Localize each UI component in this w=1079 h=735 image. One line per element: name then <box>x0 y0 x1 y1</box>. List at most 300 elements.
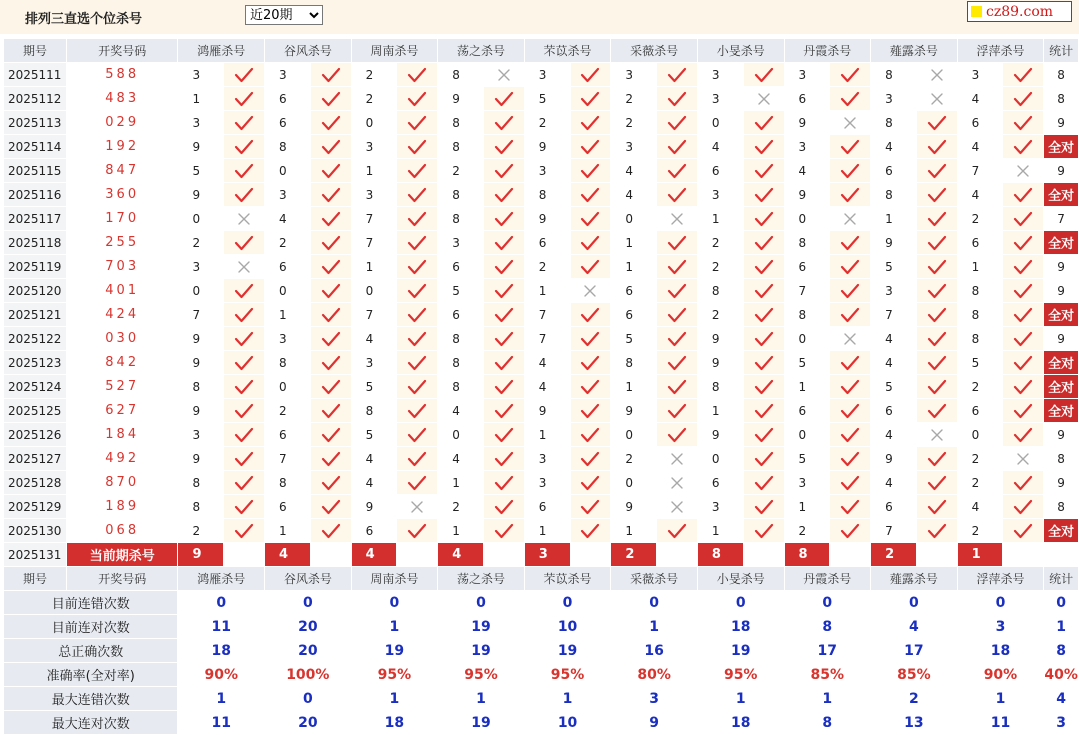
kill-number-cell: 8 <box>871 111 917 135</box>
check-mark-cell <box>830 303 871 327</box>
kill-number-cell: 2 <box>697 231 743 255</box>
check-icon <box>840 187 860 203</box>
check-icon <box>927 523 947 539</box>
kill-number-cell: 9 <box>524 399 570 423</box>
count-cell: 9 <box>1044 111 1079 135</box>
header-expert[interactable]: 荡之杀号 <box>438 567 525 591</box>
check-mark-cell <box>1003 87 1044 111</box>
check-icon <box>927 403 947 419</box>
header-expert[interactable]: 采薇杀号 <box>611 39 698 63</box>
kill-number-cell: 8 <box>871 63 917 87</box>
header-expert[interactable]: 谷风杀号 <box>265 39 352 63</box>
kill-number-cell: 9 <box>524 207 570 231</box>
check-mark-cell <box>483 303 524 327</box>
kill-number-cell: 4 <box>351 447 397 471</box>
kill-number-cell: 8 <box>611 351 657 375</box>
header-expert[interactable]: 芣苡杀号 <box>524 39 611 63</box>
check-icon <box>494 115 514 131</box>
check-icon <box>580 187 600 203</box>
check-mark-cell <box>830 495 871 519</box>
header-expert[interactable]: 薤露杀号 <box>871 39 958 63</box>
check-icon <box>1013 355 1033 371</box>
draw-number-cell: 527 <box>66 375 178 399</box>
kill-number-cell: 9 <box>351 495 397 519</box>
cross-icon <box>409 499 425 515</box>
check-icon <box>321 187 341 203</box>
draw-number-cell: 184 <box>66 423 178 447</box>
check-mark-cell <box>916 207 957 231</box>
kill-number-cell: 6 <box>611 303 657 327</box>
count-cell: 8 <box>1044 87 1079 111</box>
draw-number-cell: 627 <box>66 399 178 423</box>
kill-number-cell: 3 <box>784 63 830 87</box>
check-icon <box>234 475 254 491</box>
kill-number-cell: 0 <box>697 111 743 135</box>
kill-number-cell: 9 <box>611 495 657 519</box>
header-period: 期号 <box>4 567 67 591</box>
current-kill-number: 4 <box>438 543 484 567</box>
check-icon <box>754 115 774 131</box>
period-cell: 2025117 <box>4 207 67 231</box>
period-cell: 2025128 <box>4 471 67 495</box>
check-icon <box>321 211 341 227</box>
check-icon <box>754 499 774 515</box>
check-icon <box>1013 139 1033 155</box>
check-mark-cell <box>657 303 698 327</box>
check-mark-cell <box>310 87 351 111</box>
check-mark-cell <box>743 231 784 255</box>
stats-row <box>4 687 1079 711</box>
check-mark-cell <box>224 327 265 351</box>
check-icon <box>321 403 341 419</box>
kill-number-cell: 8 <box>438 183 484 207</box>
draw-number-cell: 030 <box>66 327 178 351</box>
check-icon <box>407 355 427 371</box>
header-expert[interactable]: 小旻杀号 <box>697 567 784 591</box>
check-icon <box>754 67 774 83</box>
check-mark-cell <box>570 519 611 543</box>
kill-number-cell: 3 <box>438 231 484 255</box>
check-mark-cell <box>743 159 784 183</box>
check-icon <box>321 379 341 395</box>
kill-number-cell: 0 <box>784 423 830 447</box>
check-icon <box>580 523 600 539</box>
check-icon <box>234 91 254 107</box>
table-header-row <box>4 39 1079 63</box>
kill-number-cell: 9 <box>871 231 917 255</box>
check-icon <box>840 379 860 395</box>
site-logo[interactable]: cz89.com <box>967 1 1072 22</box>
kill-number-cell: 0 <box>265 375 311 399</box>
kill-number-cell: 6 <box>524 231 570 255</box>
check-icon <box>494 307 514 323</box>
check-mark-cell <box>830 63 871 87</box>
check-mark-cell <box>743 135 784 159</box>
check-icon <box>407 259 427 275</box>
kill-number-cell: 3 <box>265 327 311 351</box>
check-icon <box>321 259 341 275</box>
draw-number-cell: 360 <box>66 183 178 207</box>
check-icon <box>927 187 947 203</box>
check-mark-cell <box>916 111 957 135</box>
kill-number-cell: 6 <box>524 495 570 519</box>
kill-number-cell: 9 <box>611 399 657 423</box>
kill-number-cell: 8 <box>265 471 311 495</box>
check-mark-cell <box>310 135 351 159</box>
stats-label: 最大连对次数 <box>4 711 178 735</box>
kill-number-cell: 9 <box>697 423 743 447</box>
stats-value: 0 <box>265 687 352 711</box>
header-expert[interactable]: 小旻杀号 <box>697 39 784 63</box>
check-icon <box>1013 427 1033 443</box>
check-mark-cell <box>224 183 265 207</box>
kill-number-cell: 9 <box>784 183 830 207</box>
check-mark-cell <box>830 255 871 279</box>
kill-number-cell: 5 <box>351 423 397 447</box>
kill-number-cell: 8 <box>438 63 484 87</box>
check-icon <box>840 355 860 371</box>
kill-number-cell: 6 <box>871 399 917 423</box>
kill-number-cell: 1 <box>524 519 570 543</box>
kill-number-cell: 3 <box>524 471 570 495</box>
header-expert[interactable]: 鸿雁杀号 <box>178 39 265 63</box>
check-icon <box>407 91 427 107</box>
check-mark-cell <box>570 207 611 231</box>
cross-icon <box>1015 451 1031 467</box>
header-expert[interactable]: 芣苡杀号 <box>524 567 611 591</box>
kill-number-cell: 7 <box>265 447 311 471</box>
kill-number-cell: 3 <box>784 471 830 495</box>
draw-number-cell: 842 <box>66 351 178 375</box>
stats-value: 19 <box>438 711 525 735</box>
kill-number-cell: 9 <box>697 351 743 375</box>
kill-number-cell: 9 <box>178 135 224 159</box>
cross-icon <box>236 211 252 227</box>
kill-number-cell: 0 <box>265 279 311 303</box>
table-row <box>4 375 1079 399</box>
check-mark-cell <box>483 519 524 543</box>
check-mark-cell <box>657 279 698 303</box>
stats-value: 20 <box>265 711 352 735</box>
header-expert[interactable]: 鸿雁杀号 <box>178 567 265 591</box>
check-icon <box>321 523 341 539</box>
check-icon <box>234 283 254 299</box>
stats-value: 10 <box>524 615 611 639</box>
check-icon <box>667 67 687 83</box>
check-icon <box>1013 211 1033 227</box>
kill-number-cell: 3 <box>611 135 657 159</box>
check-icon <box>927 355 947 371</box>
table-row <box>4 351 1079 375</box>
check-mark-cell <box>916 399 957 423</box>
stats-value: 1 <box>784 687 871 711</box>
header-expert[interactable]: 丹霞杀号 <box>784 567 871 591</box>
kill-number-cell: 3 <box>697 87 743 111</box>
stats-value: 19 <box>351 639 438 663</box>
blank-cell <box>743 543 784 567</box>
kill-number-cell: 9 <box>178 447 224 471</box>
kill-number-cell: 9 <box>438 87 484 111</box>
kill-number-cell: 5 <box>784 351 830 375</box>
check-icon <box>494 187 514 203</box>
cross-mark-cell <box>830 207 871 231</box>
check-mark-cell <box>224 279 265 303</box>
stats-value: 16 <box>611 639 698 663</box>
check-mark-cell <box>310 399 351 423</box>
check-icon <box>580 475 600 491</box>
header-expert[interactable]: 周南杀号 <box>351 567 438 591</box>
check-icon <box>407 427 427 443</box>
cross-mark-cell <box>916 63 957 87</box>
stats-value: 17 <box>871 639 958 663</box>
check-icon <box>754 475 774 491</box>
period-cell: 2025113 <box>4 111 67 135</box>
kill-number-cell: 9 <box>697 327 743 351</box>
check-mark-cell <box>1003 135 1044 159</box>
check-icon <box>667 523 687 539</box>
check-icon <box>234 427 254 443</box>
blank-cell <box>310 543 351 567</box>
kill-number-cell: 9 <box>178 327 224 351</box>
check-mark-cell <box>310 375 351 399</box>
period-range-select[interactable] <box>245 5 323 25</box>
kill-number-cell: 4 <box>351 471 397 495</box>
check-icon <box>927 259 947 275</box>
kill-number-cell: 1 <box>265 519 311 543</box>
current-kill-number: 9 <box>178 543 224 567</box>
check-mark-cell <box>657 423 698 447</box>
header-count: 统计 <box>1044 39 1079 63</box>
header-expert[interactable]: 浮萍杀号 <box>957 39 1044 63</box>
check-mark-cell <box>570 447 611 471</box>
stats-value: 0 <box>611 591 698 615</box>
check-icon <box>927 451 947 467</box>
kill-number-cell: 3 <box>524 159 570 183</box>
stats-value: 0 <box>178 591 265 615</box>
check-mark-cell <box>310 327 351 351</box>
check-icon <box>407 67 427 83</box>
check-icon <box>840 451 860 467</box>
stats-row <box>4 711 1079 735</box>
draw-number-cell: 029 <box>66 111 178 135</box>
check-mark-cell <box>483 471 524 495</box>
kill-number-cell: 6 <box>957 111 1003 135</box>
stats-total: 40% <box>1044 663 1079 687</box>
check-mark-cell <box>224 87 265 111</box>
cross-mark-cell <box>830 327 871 351</box>
kill-number-cell: 1 <box>524 279 570 303</box>
table-row <box>4 135 1079 159</box>
check-icon <box>754 211 774 227</box>
stats-value: 0 <box>697 591 784 615</box>
kill-number-cell: 5 <box>957 351 1003 375</box>
header-expert[interactable]: 谷风杀号 <box>265 567 352 591</box>
check-icon <box>1013 379 1033 395</box>
cross-mark-cell <box>657 207 698 231</box>
kill-number-cell: 8 <box>265 135 311 159</box>
kill-number-cell: 9 <box>178 183 224 207</box>
kill-number-cell: 0 <box>265 159 311 183</box>
header-expert[interactable]: 采薇杀号 <box>611 567 698 591</box>
header-expert[interactable]: 周南杀号 <box>351 39 438 63</box>
kill-number-cell: 6 <box>784 87 830 111</box>
check-mark-cell <box>916 279 957 303</box>
check-icon <box>754 139 774 155</box>
kill-number-cell: 3 <box>784 135 830 159</box>
check-mark-cell <box>397 231 438 255</box>
check-mark-cell <box>570 159 611 183</box>
check-icon <box>321 67 341 83</box>
kill-number-cell: 6 <box>265 111 311 135</box>
kill-number-cell: 6 <box>265 255 311 279</box>
check-icon <box>667 163 687 179</box>
stats-value: 19 <box>524 639 611 663</box>
check-mark-cell <box>310 423 351 447</box>
kill-number-cell: 2 <box>697 255 743 279</box>
kill-number-cell: 2 <box>957 375 1003 399</box>
count-cell: 8 <box>1044 495 1079 519</box>
check-icon <box>1013 259 1033 275</box>
stats-value: 13 <box>871 711 958 735</box>
header-expert[interactable]: 浮萍杀号 <box>957 567 1044 591</box>
kill-number-cell: 3 <box>871 279 917 303</box>
check-mark-cell <box>916 519 957 543</box>
check-mark-cell <box>310 111 351 135</box>
kill-number-cell: 8 <box>438 375 484 399</box>
check-mark-cell <box>916 447 957 471</box>
check-icon <box>580 163 600 179</box>
kill-number-cell: 4 <box>957 87 1003 111</box>
blank-cell <box>224 543 265 567</box>
check-icon <box>234 187 254 203</box>
kill-number-cell: 3 <box>351 351 397 375</box>
kill-number-cell: 0 <box>957 423 1003 447</box>
check-icon <box>494 331 514 347</box>
table-row <box>4 183 1079 207</box>
header-expert[interactable]: 荡之杀号 <box>438 39 525 63</box>
draw-number-cell: 189 <box>66 495 178 519</box>
kill-number-cell: 2 <box>438 159 484 183</box>
check-mark-cell <box>483 423 524 447</box>
check-mark-cell <box>224 159 265 183</box>
check-mark-cell <box>570 495 611 519</box>
check-icon <box>580 379 600 395</box>
check-icon <box>494 211 514 227</box>
blank-cell <box>1003 543 1044 567</box>
kill-number-cell: 3 <box>871 87 917 111</box>
kill-number-cell: 2 <box>178 231 224 255</box>
check-mark-cell <box>483 495 524 519</box>
count-cell: 8 <box>1044 63 1079 87</box>
stats-value: 85% <box>784 663 871 687</box>
cross-mark-cell <box>224 255 265 279</box>
current-kill-number: 4 <box>351 543 397 567</box>
kill-number-cell: 6 <box>438 303 484 327</box>
kill-number-cell: 0 <box>697 447 743 471</box>
check-icon <box>234 523 254 539</box>
kill-number-cell: 1 <box>178 87 224 111</box>
check-mark-cell <box>657 519 698 543</box>
check-icon <box>321 115 341 131</box>
check-mark-cell <box>224 519 265 543</box>
check-mark-cell <box>224 111 265 135</box>
kill-number-cell: 2 <box>957 207 1003 231</box>
kill-number-cell: 6 <box>438 255 484 279</box>
check-icon <box>840 91 860 107</box>
check-mark-cell <box>397 351 438 375</box>
table-row <box>4 303 1079 327</box>
header-expert[interactable]: 薤露杀号 <box>871 567 958 591</box>
check-mark-cell <box>224 375 265 399</box>
check-mark-cell <box>397 447 438 471</box>
cross-icon <box>669 499 685 515</box>
current-kill-number: 3 <box>524 543 570 567</box>
cross-icon <box>929 67 945 83</box>
kill-number-cell: 4 <box>871 135 917 159</box>
stats-value: 1 <box>697 687 784 711</box>
check-mark-cell <box>570 423 611 447</box>
stats-row <box>4 639 1079 663</box>
stats-value: 1 <box>524 687 611 711</box>
kill-number-cell: 6 <box>351 519 397 543</box>
check-icon <box>234 115 254 131</box>
check-icon <box>407 235 427 251</box>
cross-mark-cell <box>570 279 611 303</box>
kill-number-cell: 8 <box>438 351 484 375</box>
check-mark-cell <box>1003 375 1044 399</box>
cross-mark-cell <box>397 495 438 519</box>
top-bar <box>0 0 1079 34</box>
all-correct-badge: 全对 <box>1044 183 1079 207</box>
check-mark-cell <box>570 327 611 351</box>
period-cell: 2025124 <box>4 375 67 399</box>
kill-number-cell: 8 <box>957 303 1003 327</box>
check-icon <box>667 307 687 323</box>
kill-number-cell: 2 <box>611 87 657 111</box>
check-icon <box>754 259 774 275</box>
check-mark-cell <box>657 183 698 207</box>
check-icon <box>234 355 254 371</box>
check-mark-cell <box>397 423 438 447</box>
check-mark-cell <box>397 159 438 183</box>
check-mark-cell <box>570 231 611 255</box>
check-icon <box>494 427 514 443</box>
check-mark-cell <box>657 351 698 375</box>
table-row <box>4 471 1079 495</box>
kill-number-cell: 2 <box>265 231 311 255</box>
cross-mark-cell <box>483 63 524 87</box>
stats-value: 11 <box>178 615 265 639</box>
check-icon <box>1013 115 1033 131</box>
header-expert[interactable]: 丹霞杀号 <box>784 39 871 63</box>
kill-number-cell: 9 <box>784 111 830 135</box>
check-mark-cell <box>310 159 351 183</box>
cross-icon <box>669 475 685 491</box>
kill-number-cell: 4 <box>697 135 743 159</box>
kill-number-cell: 0 <box>611 423 657 447</box>
cross-mark-cell <box>916 87 957 111</box>
stats-value: 19 <box>697 639 784 663</box>
stats-value: 20 <box>265 615 352 639</box>
check-mark-cell <box>483 447 524 471</box>
check-mark-cell <box>743 279 784 303</box>
check-mark-cell <box>570 255 611 279</box>
check-mark-cell <box>483 135 524 159</box>
check-mark-cell <box>310 183 351 207</box>
check-icon <box>234 499 254 515</box>
check-icon <box>667 379 687 395</box>
kill-number-cell: 8 <box>524 183 570 207</box>
